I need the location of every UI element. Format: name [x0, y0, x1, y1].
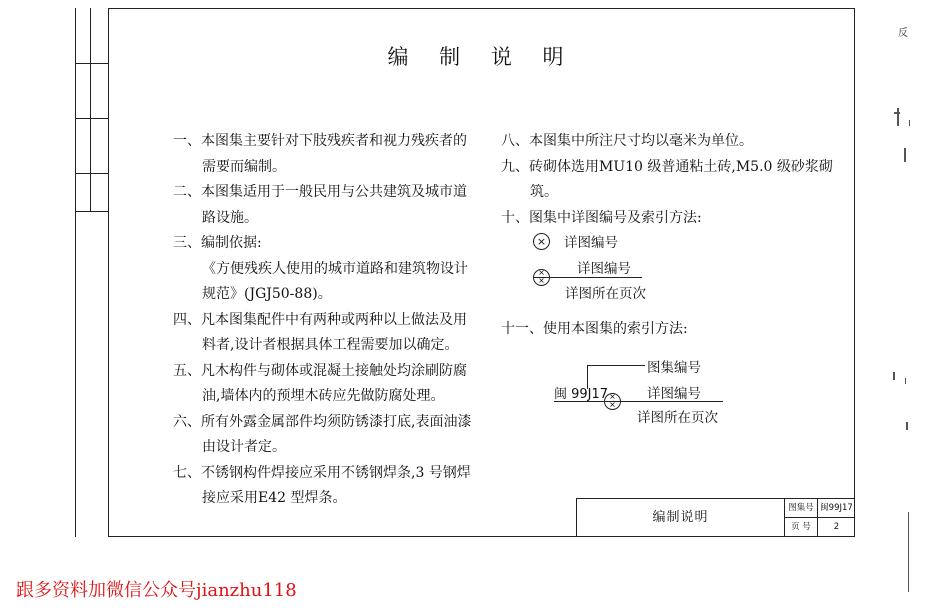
scan-artifact [909, 120, 910, 126]
detail-page-label: 详图所在页次 [565, 286, 646, 302]
left-notes-column [173, 129, 503, 512]
note-line: 二、本图集适用于一般民用与公共建筑及城市道 [173, 184, 467, 200]
note-continuation-line: 接应采用E42 型焊条。 [202, 490, 347, 506]
note-item [173, 129, 503, 180]
edge-scan-text: 反 [898, 28, 908, 39]
atlas-code-underline [554, 401, 604, 402]
atlas-leader-horizontal [587, 365, 645, 366]
note-continuation-line: 《方便残疾人使用的城市道路和建筑物设计 [202, 260, 468, 277]
note-item [173, 231, 503, 308]
title-block-name: 编制说明 [577, 499, 785, 537]
binding-divider [90, 8, 91, 211]
footer-watermark-text: 跟多资料加微信公众号jianzhu118 [16, 580, 297, 601]
atlas-no-label: 图集号 [785, 499, 818, 518]
scan-artifact [904, 148, 906, 162]
note-line: 三、编制依据: [173, 235, 262, 251]
note-item [173, 308, 503, 359]
scan-artifact [893, 372, 895, 380]
binding-cell [76, 63, 109, 119]
note-continuation-line: 需要而编制。 [202, 158, 286, 175]
note-item [173, 180, 503, 231]
scan-artifact [905, 378, 906, 384]
usage-detail-page-label: 详图所在页次 [637, 410, 718, 426]
note-item [501, 129, 831, 155]
circle-bottom-mark: × [538, 276, 545, 285]
detail-number-label: 详图编号 [564, 235, 618, 251]
note-continuation-line: 料者,设计者根据具体工程需要加以确定。 [202, 337, 459, 353]
right-notes-column [501, 129, 831, 343]
circle-top-mark: × [538, 268, 545, 277]
binding-cell [76, 118, 109, 174]
note-item [173, 461, 503, 512]
title-block [576, 498, 855, 537]
note-continuation-line: 规范》(JGJ50-88)。 [202, 286, 332, 302]
scan-artifact [897, 108, 899, 126]
binding-cell [76, 8, 109, 64]
page-title: 编 制 说 明 [387, 45, 576, 69]
scan-artifact [908, 512, 909, 592]
drawing-frame [108, 8, 855, 537]
note-item [173, 410, 503, 461]
note-line: 五、凡木构件与砌体或混凝土接触处均涂刷防腐 [173, 362, 467, 379]
note-line: 九、砖砌体选用MU10 级普通粘土砖,M5.0 级砂浆砌 [501, 158, 833, 175]
detail-index-split-circle-icon [533, 269, 550, 286]
atlas-code: 闽 99J17 [554, 387, 609, 402]
page-no-value: 2 [833, 522, 840, 532]
note-item [501, 206, 831, 232]
note-line: 四、凡本图集配件中有两种或两种以上做法及用 [173, 311, 467, 328]
atlas-no-value: 闽99J17 [818, 499, 855, 518]
usage-heading: 十一、使用本图集的索引方法: [501, 321, 688, 337]
binding-cell [76, 173, 109, 212]
usage-detail-number-label: 详图编号 [647, 386, 701, 402]
note-continuation-line: 筑。 [530, 184, 558, 200]
note-item [173, 359, 503, 410]
detail-number-label-2: 详图编号 [577, 261, 631, 277]
detail-index-circle-icon: × [533, 233, 550, 250]
scan-artifact [906, 422, 908, 430]
index-leader-line [550, 277, 642, 278]
page-no-label: 页 号 [785, 518, 818, 536]
usage-index-split-circle-icon [604, 393, 621, 410]
note-line: 一、本图集主要针对下肢残疾者和视力残疾者的 [173, 133, 467, 149]
binding-margin [75, 8, 109, 537]
circle-top-mark: × [609, 392, 616, 401]
note-item [501, 155, 831, 206]
atlas-number-label: 图集编号 [647, 360, 701, 376]
diagram-spacer [501, 231, 831, 317]
note-line: 七、不锈钢构件焊接应采用不锈钢焊条,3 号钢焊 [173, 464, 471, 481]
circle-bottom-mark: × [609, 400, 616, 409]
note-line: 八、本图集中所注尺寸均以毫米为单位。 [501, 133, 753, 149]
note-line: 六、所有外露金属部件均须防锈漆打底,表面油漆 [173, 413, 472, 430]
note-continuation-line: 由设计者定。 [202, 439, 286, 455]
note-continuation-line: 路设施。 [202, 209, 258, 226]
note-line: 十、图集中详图编号及索引方法: [501, 209, 702, 226]
note-continuation-line: 油,墙体内的预埋木砖应先做防腐处理。 [202, 388, 445, 404]
